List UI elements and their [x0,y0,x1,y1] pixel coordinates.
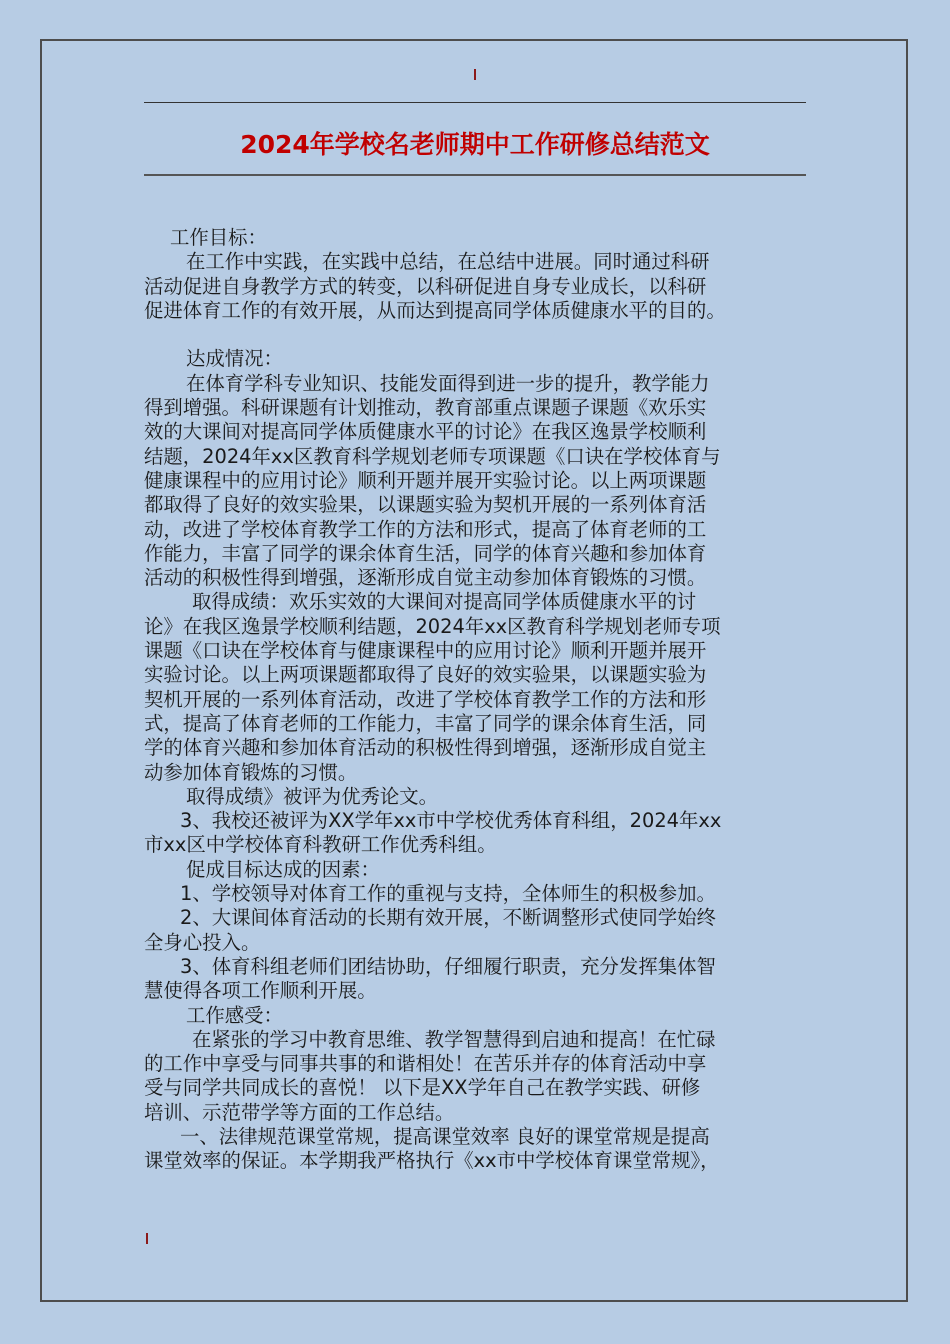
list-item: 2、大课间体育活动的长期有效开展，不断调整形式使同学始终 [180,906,716,930]
paragraph-line: 实验讨论。以上两项课题都取得了良好的效实验果，以课题实验为 [144,663,707,687]
paragraph-line: 在工作中实践，在实践中总结，在总结中进展。同时通过科研 [186,250,710,274]
paragraph-line: 培训、示范带学等方面的工作总结。 [144,1100,455,1124]
paragraph-line: 课题《口诀在学校体育与健康课程中的应用讨论》顺利开题并展开 [144,639,707,663]
heading-goal: 工作目标： [170,226,267,249]
paragraph-line: 都取得了良好的效实验果，以课题实验为契机开展的一系列体育活 [144,493,707,517]
paragraph-line: 得到增强。科研课题有计划推动，教育部重点课题子课题《欢乐实 [144,396,707,420]
list-item: 3、体育科组老师们团结协助，仔细履行职责，充分发挥集体智 [180,954,716,978]
heading-progress: 达成情况： [186,347,283,371]
paragraph-line: 契机开展的一系列体育活动，改进了学校体育教学工作的方法和形 [144,687,707,711]
paragraph-line: 取得成绩：欢乐实效的大课间对提高同学体质健康水平的讨 [192,590,697,614]
header-mark [474,69,476,80]
heading-factors: 促成目标达成的因素： [186,857,380,881]
paragraph-line: 课堂效率的保证。本学期我严格执行《xx市中学校体育课堂常规》， [144,1149,720,1173]
paragraph-line: 慧使得各项工作顺利开展。 [144,979,377,1003]
paragraph-line: 作能力，丰富了同学的课余体育生活，同学的体育兴趣和参加体育 [144,541,707,565]
list-item: 1、学校领导对体育工作的重视与支持，全体师生的积极参加。 [180,882,716,906]
paragraph-line: 全身心投入。 [144,930,261,954]
title-underline [144,174,806,176]
paragraph-line: 在体育学科专业知识、技能发面得到进一步的提升，教学能力 [186,371,710,395]
paragraph-line: 活动的积极性得到增强，逐渐形成自觉主动参加体育锻炼的习惯。 [144,566,707,590]
paragraph-line: 动，改进了学校体育教学工作的方法和形式，提高了体育老师的工 [144,517,707,541]
paragraph-line: 动参加体育锻炼的习惯。 [144,760,358,784]
heading-feelings: 工作感受： [186,1003,283,1027]
paragraph-line: 受与同学共同成长的喜悦！ 以下是XX学年自己在教学实践、研修 [144,1076,701,1100]
paragraph-line: 一、法律规范课堂常规，提高课堂效率 良好的课堂常规是提高 [180,1124,710,1148]
paragraph-line: 论》在我区逸景学校顺利结题，2024年xx区教育科学规划老师专项 [144,614,721,638]
paragraph-line: 学的体育兴趣和参加体育活动的积极性得到增强，逐渐形成自觉主 [144,736,707,760]
paragraph-line: 促进体育工作的有效开展，从而达到提高同学体质健康水平的目的。 [144,298,726,322]
document-body [144,226,824,1174]
paragraph-line: 3、我校还被评为XX学年xx市中学校优秀体育科组，2024年xx [180,809,722,833]
footer-mark [146,1233,148,1244]
paragraph-line: 式，提高了体育老师的工作能力，丰富了同学的课余体育生活，同 [144,711,707,735]
paragraph-line: 取得成绩》被评为优秀论文。 [186,784,439,808]
paragraph-line: 健康课程中的应用讨论》顺利开题并展开实验讨论。以上两项课题 [144,468,707,492]
paragraph-line: 的工作中享受与同事共事的和谐相处！在苦乐并存的体育活动中享 [144,1052,707,1076]
paragraph-line: 效的大课间对提高同学体质健康水平的讨论》在我区逸景学校顺利 [144,420,707,444]
paragraph-line: 结题，2024年xx区教育科学规划老师专项课题《口诀在学校体育与 [144,444,721,468]
document-title: 2024年学校名老师期中工作研修总结范文 [240,130,710,159]
header-rule [144,102,806,103]
paragraph-line: 活动促进自身教学方式的转变，以科研促进自身专业成长，以科研 [144,274,707,298]
paragraph-line: 在紧张的学习中教育思维、教学智慧得到启迪和提高！在忙碌 [192,1027,716,1051]
blank-line [144,323,824,347]
paragraph-line: 市xx区中学校体育科教研工作优秀科组。 [144,833,497,857]
